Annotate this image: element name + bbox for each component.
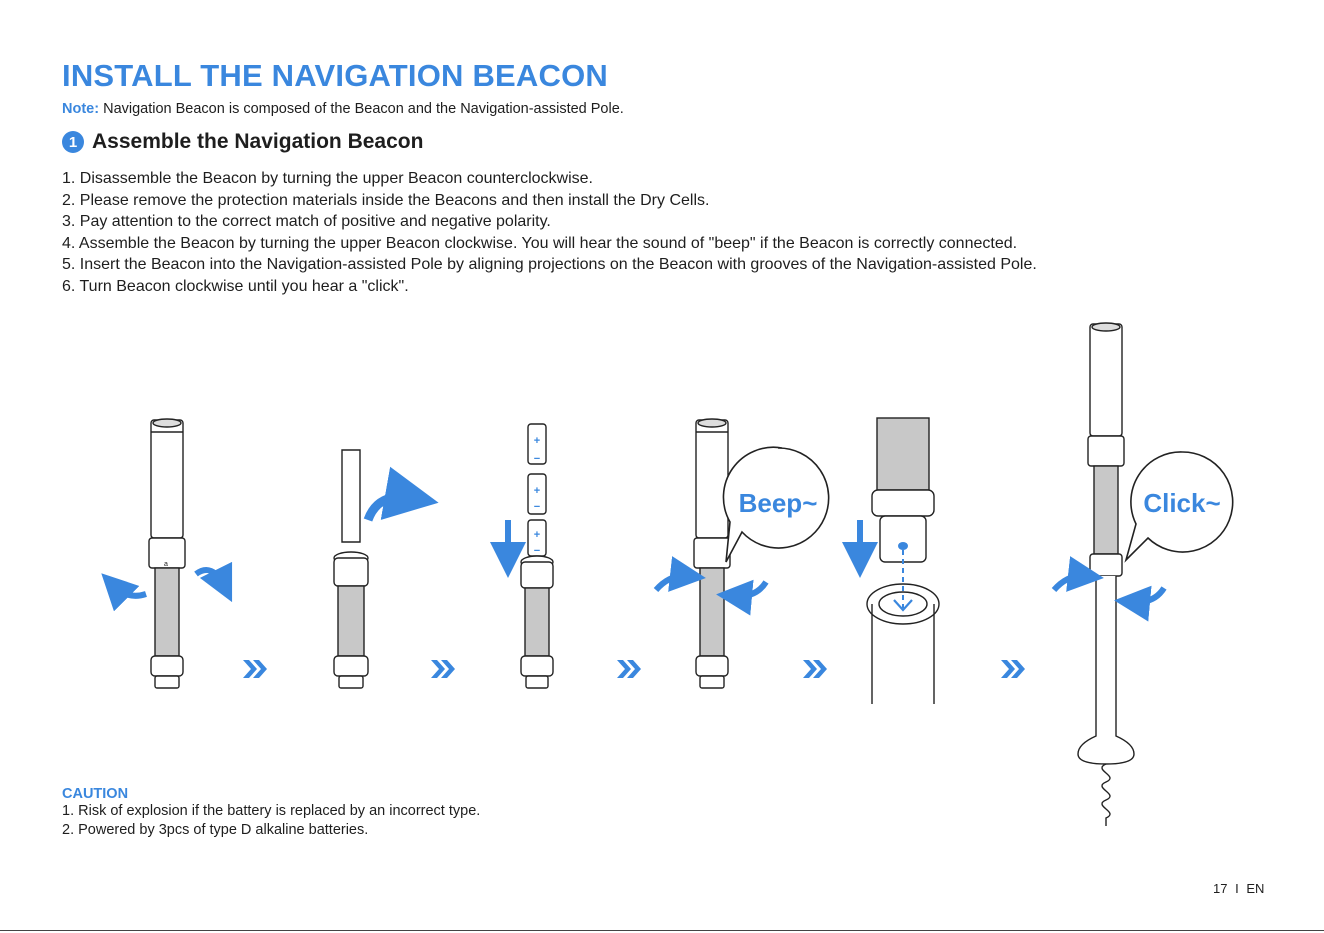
click-label: Click~ bbox=[1143, 488, 1221, 518]
battery-plus-label: + bbox=[533, 529, 541, 541]
next-step-chevron-icon bbox=[431, 660, 455, 678]
battery-plus-label: + bbox=[533, 435, 541, 447]
next-step-chevron-icon bbox=[803, 660, 827, 678]
battery-plus-label: + bbox=[533, 485, 541, 497]
battery-polarity-labels bbox=[534, 435, 540, 557]
assembly-illustration bbox=[0, 300, 1324, 840]
section-title: Assemble the Navigation Beacon bbox=[92, 130, 424, 153]
step-5: 5. Insert the Beacon into the Navigation-assisted Pole by aligning projections on the Beacon with grooves of the Navigation-assisted Pole. bbox=[62, 256, 1037, 274]
projection-marker bbox=[898, 542, 908, 550]
next-step-chevron-icon bbox=[243, 660, 267, 678]
next-step-chevron-icon bbox=[617, 660, 641, 678]
step-6: 6. Turn Beacon clockwise until you hear a "click". bbox=[62, 277, 409, 295]
battery-minus-label: − bbox=[533, 501, 541, 513]
note-text: Navigation Beacon is composed of the Beacon and the Navigation-assisted Pole. bbox=[103, 101, 624, 117]
page-footer bbox=[1213, 881, 1264, 896]
page-title: INSTALL THE NAVIGATION BEACON bbox=[62, 58, 608, 93]
beep-label: Beep~ bbox=[738, 488, 818, 518]
battery-minus-label: − bbox=[533, 453, 541, 465]
battery-minus-label: − bbox=[533, 545, 541, 557]
figure-reassemble bbox=[694, 419, 730, 688]
step-4: 4. Assemble the Beacon by turning the upper Beacon clockwise. You will hear the sound of "beep" if the Beacon is correctly connected. bbox=[62, 234, 1018, 252]
caution-block bbox=[62, 786, 480, 839]
rotate-arrow-left-icon bbox=[114, 586, 146, 596]
caution-line-1: 1. Risk of explosion if the battery is replaced by an incorrect type. bbox=[62, 803, 481, 819]
next-step-chevron-icon bbox=[1001, 660, 1025, 678]
rotate-arrow-right-icon bbox=[196, 570, 224, 586]
rotate-arrow-left-icon bbox=[1054, 576, 1086, 590]
remove-arrow-icon bbox=[368, 497, 412, 520]
rotate-arrow-left-icon bbox=[656, 576, 688, 590]
language-code: EN bbox=[1246, 881, 1265, 896]
footer-separator: I bbox=[1235, 881, 1239, 896]
svg-text:a: a bbox=[164, 561, 168, 568]
step-1: 1. Disassemble the Beacon by turning the upper Beacon counterclockwise. bbox=[62, 170, 593, 187]
caution-line-2: 2. Powered by 3pcs of type D alkaline batteries. bbox=[62, 821, 369, 838]
figure-disassemble bbox=[149, 419, 185, 688]
section-heading bbox=[62, 130, 423, 154]
note-label: Note: bbox=[62, 101, 100, 117]
steps-list bbox=[62, 168, 1037, 298]
note bbox=[62, 101, 624, 117]
bottom-rule bbox=[0, 930, 1324, 931]
page-number: 17 bbox=[1213, 881, 1228, 896]
step-3: 3. Pay attention to the correct match of positive and negative polarity. bbox=[62, 213, 551, 231]
rotate-arrow-right-icon bbox=[1132, 588, 1164, 602]
section-number-badge: 1 bbox=[62, 131, 84, 153]
figure-open-beacon bbox=[334, 450, 368, 688]
figure-assembled-beacon bbox=[1078, 323, 1134, 826]
caution-title: CAUTION bbox=[62, 786, 129, 802]
rotate-arrow-right-icon bbox=[734, 582, 766, 596]
step-2: 2. Please remove the protection materials inside the Beacons and then install the Dry Cells. bbox=[62, 191, 710, 209]
